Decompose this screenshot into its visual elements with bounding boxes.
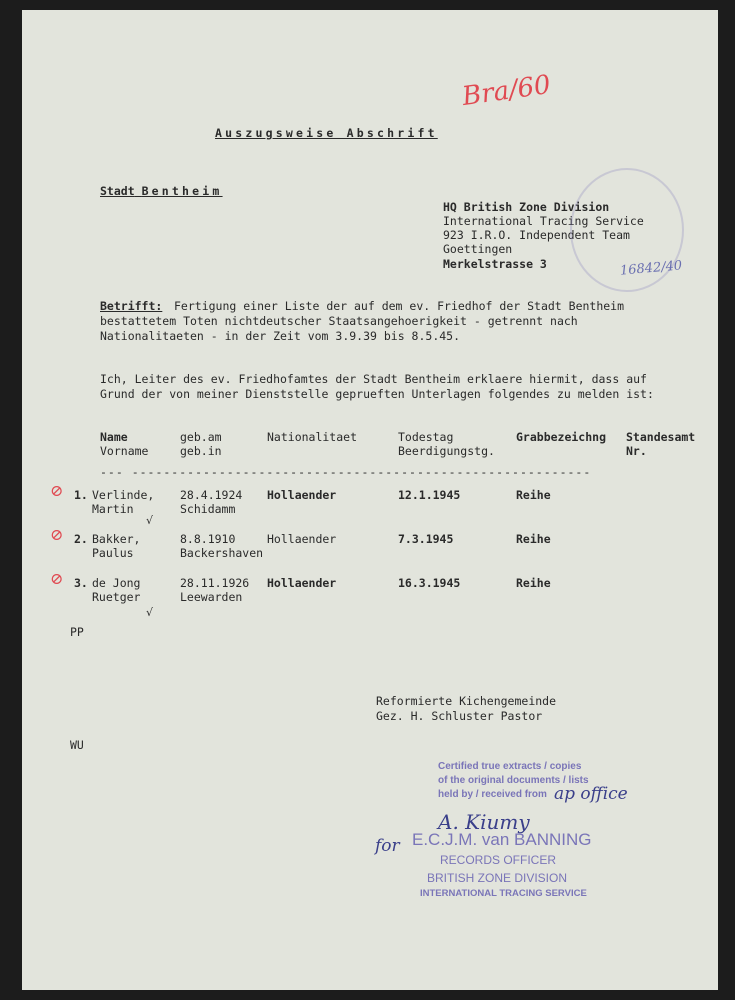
- row-geb-in: Schidamm: [180, 502, 236, 516]
- checkmark-icon: √: [146, 606, 154, 619]
- subject-line-3: Nationalitaeten - in der Zeit vom 3.9.39 bis 8.5.45.: [100, 329, 461, 343]
- row-number: 3.: [74, 576, 88, 590]
- table-separator: --- ----------------------------------------------------------: [100, 465, 592, 479]
- recipient-line-4: Goettingen: [443, 242, 513, 256]
- red-circle-mark: ⊘: [50, 525, 64, 544]
- sender-name: Bentheim: [141, 184, 223, 198]
- stamp-line-1: Certified true extracts / copies: [438, 761, 582, 772]
- header-todestag: Todestag: [398, 430, 454, 444]
- header-nr: Nr.: [626, 444, 647, 458]
- row-nationalitaet: Hollaender: [267, 532, 337, 546]
- stamp-officer-name: E.C.J.M. van BANNING: [412, 830, 592, 849]
- header-geb-am: geb.am: [180, 430, 222, 444]
- sender-line: [100, 184, 223, 198]
- header-geb-in: geb.in: [180, 444, 222, 458]
- recipient-line-2: International Tracing Service: [443, 214, 644, 228]
- document-page: [22, 10, 718, 990]
- recipient-line-5: Merkelstrasse 3: [443, 257, 547, 271]
- header-vorname: Vorname: [100, 444, 149, 458]
- row-number: 2.: [74, 532, 88, 546]
- recipient-line-3: 923 I.R.O. Independent Team: [443, 228, 630, 242]
- row-grab: Reihe: [516, 532, 551, 546]
- header-grab: Grabbezeichng: [516, 430, 607, 444]
- stamp-for: for: [375, 836, 400, 856]
- subject-line-1: Fertigung einer Liste der auf dem ev. Friedhof der Stadt Bentheim: [174, 299, 625, 313]
- red-circle-mark: ⊘: [50, 481, 64, 500]
- row-grab: Reihe: [516, 576, 551, 590]
- row-geb-in: Leewarden: [180, 590, 243, 604]
- intro-line-1: Ich, Leiter des ev. Friedhofamtes der Stadt Bentheim erklaere hiermit, dass auf: [100, 372, 647, 386]
- row-nationalitaet: Hollaender: [267, 576, 337, 590]
- row-vorname: Martin: [92, 502, 134, 516]
- row-todestag: 7.3.1945: [398, 532, 454, 546]
- signature-line-1: Reformierte Kichengemeinde: [376, 694, 557, 708]
- subject-line-2: bestattetem Toten nichtdeutscher Staatsangehoerigkeit - getrennt nach: [100, 314, 578, 328]
- stamp-line-2: of the original documents / lists: [438, 775, 589, 786]
- checkmark-icon: √: [146, 514, 154, 527]
- row-geb-in: Backershaven: [180, 546, 264, 560]
- row-todestag: 12.1.1945: [398, 488, 461, 502]
- header-beerdigung: Beerdigungstg.: [398, 444, 495, 458]
- row-vorname: Ruetger: [92, 590, 141, 604]
- row-todestag: 16.3.1945: [398, 576, 461, 590]
- red-reference-note: Bra/60: [460, 69, 553, 113]
- subject-label: Betrifft:: [100, 299, 163, 313]
- row-vorname: Paulus: [92, 546, 134, 560]
- wu-note: WU: [70, 738, 84, 752]
- intro-line-2: Grund der von meiner Dienststelle geprueften Unterlagen folgendes zu melden ist:: [100, 387, 654, 401]
- row-number: 1.: [74, 488, 88, 502]
- stamp-service: INTERNATIONAL TRACING SERVICE: [420, 888, 587, 899]
- row-geb-am: 28.4.1924: [180, 488, 243, 502]
- row-grab: Reihe: [516, 488, 551, 502]
- row-name: Bakker,: [92, 532, 141, 546]
- stamp-officer-title: RECORDS OFFICER: [440, 853, 557, 867]
- pp-note: PP: [70, 625, 84, 639]
- stamp-division: BRITISH ZONE DIVISION: [427, 871, 568, 885]
- reference-number: 16842/40: [619, 258, 683, 279]
- header-standesamt: Standesamt: [626, 430, 696, 444]
- header-nationalitaet: Nationalitaet: [267, 430, 358, 444]
- signature-line-2: Gez. H. Schluster Pastor: [376, 709, 543, 723]
- row-name: de Jong: [92, 576, 141, 590]
- stamp-line-3: held by / received from: [438, 789, 547, 800]
- row-name: Verlinde,: [92, 488, 155, 502]
- header-name: Name: [100, 430, 128, 444]
- row-geb-am: 28.11.1926: [180, 576, 250, 590]
- red-circle-mark: ⊘: [50, 569, 64, 588]
- document-title: Auszugsweise Abschrift: [215, 126, 438, 140]
- sender-prefix: Stadt: [100, 184, 135, 198]
- handwritten-signature: A. Kiumy: [438, 810, 530, 834]
- stamp-handwritten-source: ap office: [554, 784, 628, 804]
- row-nationalitaet: Hollaender: [267, 488, 337, 502]
- row-geb-am: 8.8.1910: [180, 532, 236, 546]
- recipient-line-1: HQ British Zone Division: [443, 200, 610, 214]
